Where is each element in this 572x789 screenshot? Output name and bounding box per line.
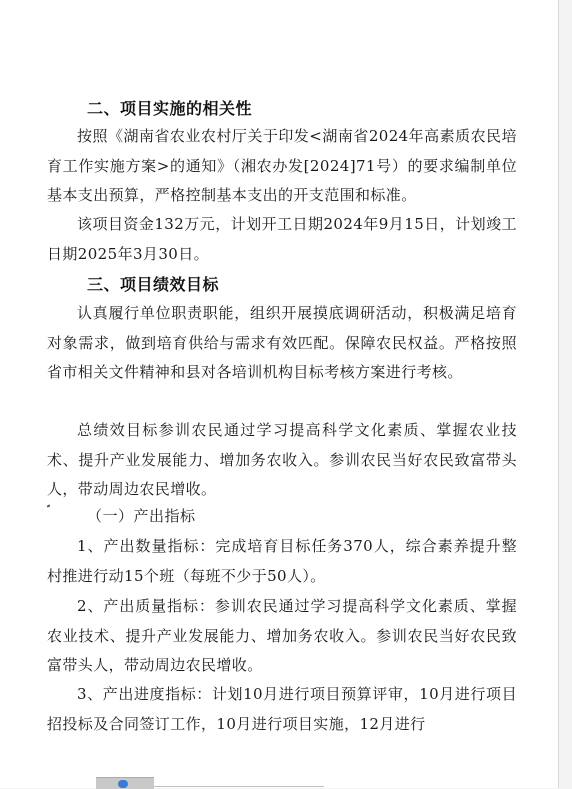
section2-heading: 二、项目实施的相关性 xyxy=(87,99,253,118)
section2-paragraph-2: 该项目资金132万元，计划开工日期2024年9月15日，计划竣工日期2025年3月30日。 xyxy=(47,215,517,263)
output-item-1: 1、产出数量指标：完成培育目标任务370人，综合素养提升整村推进行动15个班（每班不少于50人）。 xyxy=(47,537,517,585)
section3-paragraph-1: 认真履行单位职责职能，组织开展摸底调研活动，积极满足培育对象需求，做到培育供给与需求有效匹配。保障农民权益。严格按照省市相关文件精神和县对各培训机构目标考核方案进行考核。 xyxy=(47,304,517,381)
section2-paragraph-1: 按照《湖南省农业农村厅关于印发<湖南省2024年高素质农民培育工作实施方案>的通知》（湘农办发[2024]71号）的要求编制单位基本支出预算，严格控制基本支出的开支范围和标准。 xyxy=(47,127,517,204)
section3-paragraph-2: 总绩效目标参训农民通过学习提高科学文化素质、掌握农业技术、提升产业发展能力、增加务农收入。参训农民当好农民致富带头人，带动周边农民增收。 xyxy=(47,421,517,498)
app-icon xyxy=(118,780,128,788)
subsection1-heading: （一）产出指标 xyxy=(87,507,196,525)
section3-heading: 三、项目绩效目标 xyxy=(87,275,220,294)
taskbar-divider xyxy=(154,786,324,787)
output-item-2: 2、产出质量指标：参训农民通过学习提高科学文化素质、掌握农业技术、提升产业发展能力、增加务农收入。参训农民当好农民致富带头人，带动周边农民增收。 xyxy=(47,597,517,674)
output-item-3: 3、产出进度指标：计划10月进行项目预算评审，10月进行项目招投标及合同签订工作，10月进行项目实施，12月进行 xyxy=(47,685,517,733)
stray-ink-mark xyxy=(47,504,51,507)
taskbar-fragment xyxy=(96,777,154,789)
